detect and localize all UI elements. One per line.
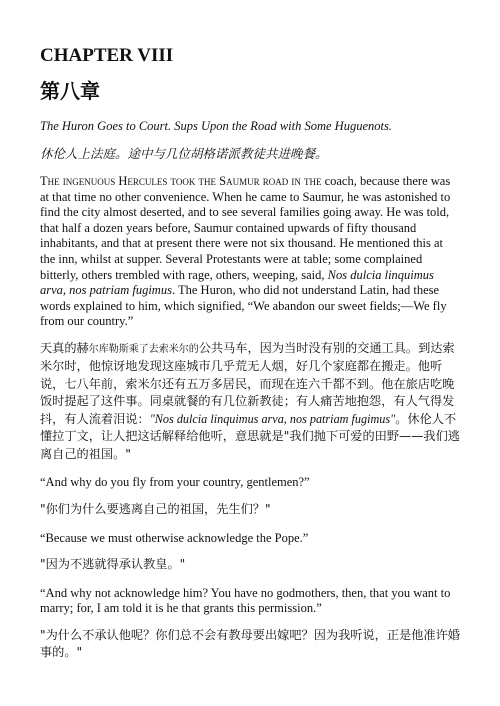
chapter-title-zh: 第八章 <box>40 79 100 103</box>
chapter-subtitle-en: The Huron Goes to Court. Sups Upon the Road with Some Huguenots. <box>40 119 392 133</box>
paragraph-4-zh: "为什么不承认他呢？你们总不会有教母要出嫁吧？因为我听说，正是他准许婚事的。" <box>40 627 460 660</box>
smallcaps-opening: The ingenuous Hercules took the Saumur road in the <box>40 174 322 188</box>
paragraph-4-en: “And why not acknowledge him? You have no godmothers, then, that you want to marry; for, I am told it is he that grants this permission.” <box>40 585 451 616</box>
chapter-title-en: CHAPTER VIII <box>40 45 174 66</box>
paragraph-1-en-text-a: coach, because there was at that time no other convenience. When he came to Saumur, he was astonished to find the city almost deserted, and to see several families going away. He was told, that half a dozen years before, Saumur contained upwards of fifty thousand inhabitants, and that at present there were not six thousand. He mentioned this at the inn, whilst at supper. Several Protestants were at table; some complained bitterly, others trembled with rage, others, weeping, said, <box>40 174 451 282</box>
paragraph-3-en: “Because we must otherwise acknowledge the Pope.” <box>40 530 309 545</box>
paragraph-2-zh: "你们为什么要逃离自己的祖国，先生们？" <box>40 502 271 517</box>
paragraph-3-zh: "因为不逃就得承认教皇。" <box>40 557 186 572</box>
paragraph-1-zh-lead: 天真的赫 <box>40 340 89 355</box>
chapter-subtitle-zh: 休伦人上法庭。途中与几位胡格诺派教徒共进晚餐。 <box>40 146 328 161</box>
paragraph-1-zh-text-a: 公共马车，因为当时没有别的交通工具。到达索米尔时，他惊讶地发现这座城市几乎荒无人烟，好几个家庭都在搬走。他听说，七八年前，索米尔还有五万多居民，而现在连六千都不到。他在旅店吃晚饭时提起了这件事。同桌就餐的有几位新教徒；有人痛苦地抱怨，有人气得发抖，有人流着泪说： <box>40 340 455 426</box>
paragraph-2-en: “And why do you fly from your country, gentlemen?” <box>40 475 310 490</box>
paragraph-1-zh-text-b: 。休伦人不懂拉丁文，让人把这话解释给他听，意思就是"我们抛下可爱的田野——我们逃离自己的祖国。" <box>40 411 460 461</box>
latin-quote-en: Nos dulcia linquimus arva, nos patriam fugimus <box>40 267 434 298</box>
paragraph-1-en <box>40 174 460 330</box>
latin-quote-zh: "Nos dulcia linquimus arva, nos patriam fugimus" <box>149 411 396 426</box>
paragraph-1-en-text-b: . The Huron, who did not understand Latin, had these words explained to him, which signified, “We abandon our sweet fields;—We fly from our country.” <box>40 283 447 329</box>
paragraph-1-zh-small: 尔库勒斯乘了去索米尔的 <box>88 343 199 355</box>
paragraph-1-zh <box>40 340 460 464</box>
page-content <box>40 44 460 662</box>
